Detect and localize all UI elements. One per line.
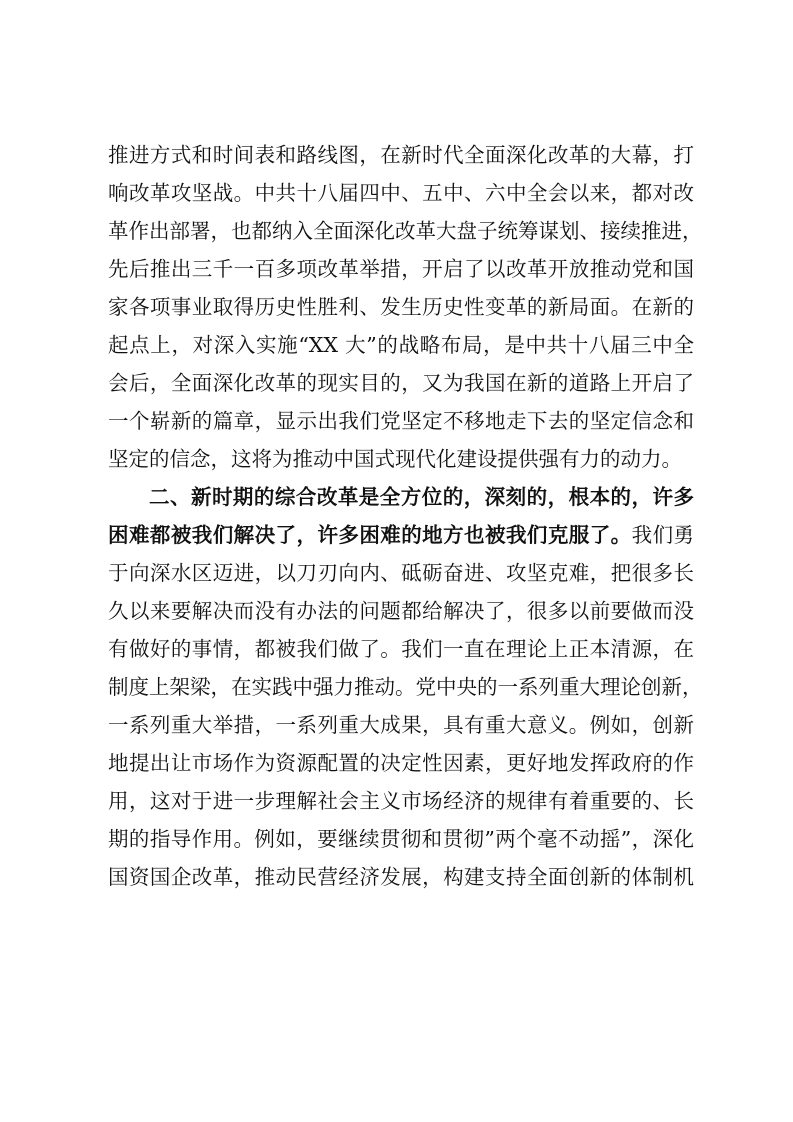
paragraph-line: 推进方式和时间表和路线图，在新时代全面深化改革的大幕，打 bbox=[108, 143, 694, 167]
body-text bbox=[108, 136, 703, 896]
paragraph-line: 革作出部署，也都纳入全面深化改革大盘子统筹谋划、接续推进， bbox=[108, 219, 703, 243]
paragraph-line: 久以来要解决而没有办法的问题都给解决了，很多以前要做而没 bbox=[108, 599, 694, 623]
paragraph-line: 一个崭新的篇章，显示出我们党坚定不移地走下去的坚定信念和 bbox=[108, 409, 694, 433]
paragraph-line: 家各项事业取得历史性胜利、发生历史性变革的新局面。在新的 bbox=[108, 295, 694, 319]
paragraph-line: 一系列重大举措，一系列重大成果，具有重大意义。例如，创新 bbox=[108, 713, 694, 737]
paragraph-line: 用，这对于进一步理解社会主义市场经济的规律有着重要的、长 bbox=[108, 789, 694, 813]
paragraph-text: 我们勇 bbox=[631, 523, 695, 547]
paragraph-line: 制度上架梁，在实践中强力推动。党中央的一系列重大理论创新， bbox=[108, 675, 703, 699]
paragraph-line: 起点上，对深入实施“XX 大”的战略布局，是中共十八届三中全 bbox=[108, 333, 694, 357]
paragraph-line: 期的指导作用。例如，要继续贯彻和贯彻”两个毫不动摇”，深化 bbox=[108, 827, 694, 851]
section-heading-line-mixed bbox=[108, 516, 694, 554]
paragraph-line: 会后，全面深化改革的现实目的，又为我国在新的道路上开启了 bbox=[108, 371, 694, 395]
paragraph-line: 坚定的信念，这将为推动中国式现代化建设提供强有力的动力。 bbox=[108, 447, 682, 471]
paragraph-line: 国资国企改革，推动民营经济发展，构建支持全面创新的体制机 bbox=[108, 865, 694, 889]
paragraph-line: 地提出让市场作为资源配置的决定性因素，更好地发挥政府的作 bbox=[108, 751, 694, 775]
paragraph-line: 有做好的事情，都被我们做了。我们一直在理论上正本清源，在 bbox=[108, 637, 694, 661]
section-heading-line: 二、新时期的综合改革是全方位的，深刻的，根本的，许多 bbox=[149, 485, 694, 509]
section-heading-bold-text: 困难都被我们解决了，许多困难的地方也被我们克服了。 bbox=[108, 523, 632, 547]
paragraph-line: 先后推出三千一百多项改革举措，开启了以改革开放推动党和国 bbox=[108, 257, 694, 281]
paragraph-line: 于向深水区迈进，以刀刃向内、砥砺奋进、攻坚克难，把很多长 bbox=[108, 561, 694, 585]
paragraph-line: 响改革攻坚战。中共十八届四中、五中、六中全会以来，都对改 bbox=[108, 181, 694, 205]
